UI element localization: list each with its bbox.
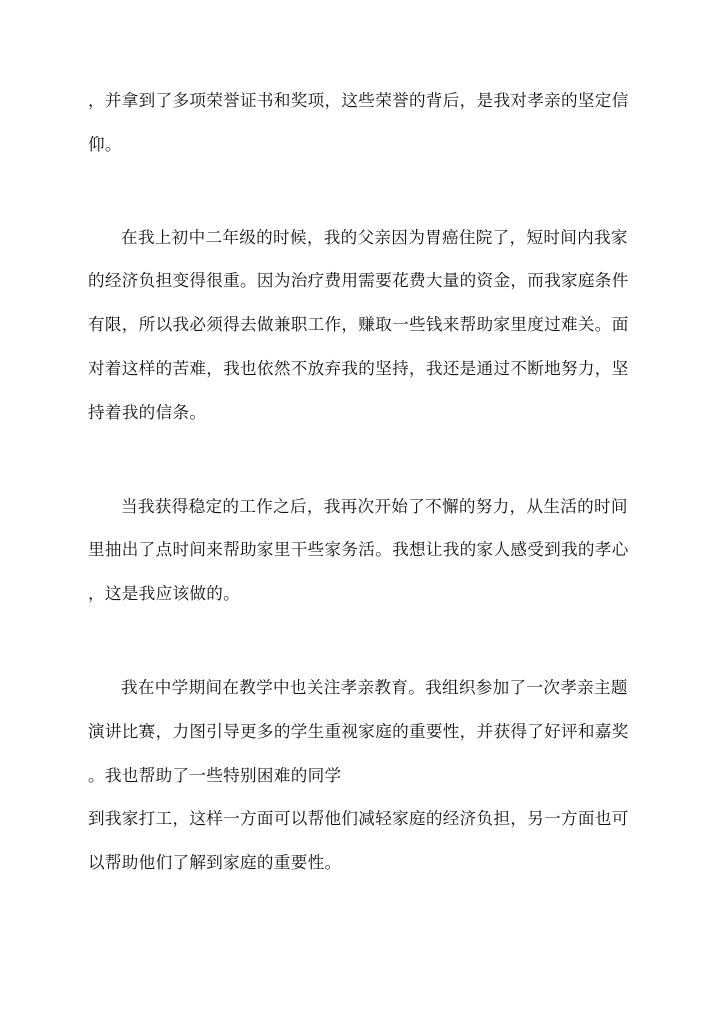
paragraph-4-line-4: 到我家打工，这样一方面可以帮他们减轻家庭的经济负担，另一方面也可	[88, 809, 629, 828]
paragraph-3-line-2: 里抽出了点时间来帮助家里干些家务活。我想让我的家人感受到我的孝心	[88, 540, 629, 559]
paragraph-2-line-5: 持着我的信条。	[88, 403, 207, 422]
paragraph-2-line-3: 有限，所以我必须得去做兼职工作，赚取一些钱来帮助家里度过难关。面	[88, 315, 629, 334]
paragraph-4-line-2: 演讲比赛，力图引导更多的学生重视家庭的重要性，并获得了好评和嘉奖	[88, 722, 629, 741]
paragraph-2-line-2: 的经济负担变得很重。因为治疗费用需要花费大量的资金，而我家庭条件	[88, 271, 629, 290]
paragraph-3-line-3: ，这是我应该做的。	[88, 584, 241, 603]
paragraph-4-line-5: 以帮助他们了解到家庭的重要性。	[88, 853, 342, 872]
paragraph-2-line-1: 在我上初中二年级的时候，我的父亲因为胃癌住院了，短时间内我家	[121, 228, 628, 247]
paragraph-1-line-1: ，并拿到了多项荣誉证书和奖项，这些荣誉的背后，是我对孝亲的坚定信	[88, 91, 629, 110]
paragraph-4-line-3: 。我也帮助了一些特别困难的同学	[88, 766, 342, 785]
paragraph-3-line-1: 当我获得稳定的工作之后，我再次开始了不懈的努力，从生活的时间	[121, 497, 628, 516]
paragraph-4-line-1: 我在中学期间在教学中也关注孝亲教育。我组织参加了一次孝亲主题	[121, 678, 628, 697]
paragraph-1-line-2: 仰。	[88, 135, 122, 154]
paragraph-2-line-4: 对着这样的苦难，我也依然不放弃我的坚持，我还是通过不断地努力，坚	[88, 359, 629, 378]
